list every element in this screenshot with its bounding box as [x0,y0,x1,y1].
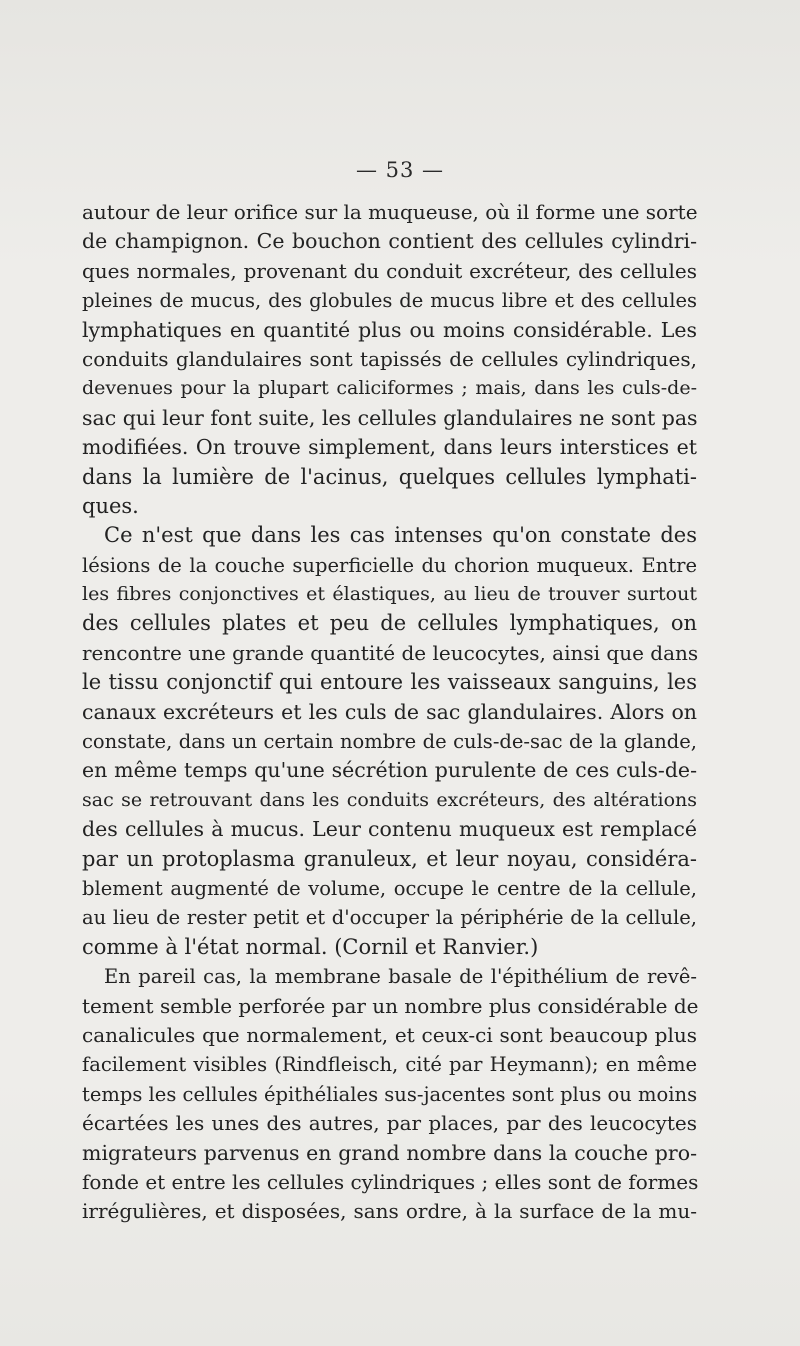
text-line: canalicules que normalement, et ceux-ci sont beaucoup plus [82,1022,697,1047]
text-line: ques normales, provenant du conduit excréteur, des cellules [82,258,697,283]
text-line: le tissu conjonctif qui entoure les vaisseaux sanguins, les [82,670,697,695]
text-line: tement semble perforée par un nombre plus considérable de [82,993,699,1018]
text-line: écartées les unes des autres, par places, par des leucocytes [82,1111,697,1136]
text-line: sac se retrouvant dans les conduits excréteurs, des altérations [82,788,697,811]
text-line: ques. [82,493,139,518]
text-line: des cellules plates et peu de cellules lymphatiques, on [82,611,697,636]
text-line: autour de leur orifice sur la muqueuse, où il forme une sorte [82,200,698,224]
text-line: lymphatiques en quantité plus ou moins considérable. Les [82,317,697,342]
text-line: au lieu de rester petit et d'occuper la périphérie de la cellule, [82,906,697,930]
text-line: rencontre une grande quantité de leucocytes, ainsi que dans [82,640,699,665]
page-number: — 53 — [355,158,445,182]
text-line: Ce n'est que dans les cas intenses qu'on constate des [104,523,697,548]
text-line: conduits glandulaires sont tapissés de cellules cylindriques, [82,346,697,371]
text-line: des cellules à mucus. Leur contenu muqueux est remplacé [82,817,697,842]
text-line: devenues pour la plupart caliciformes ; mais, dans les culs-de- [82,377,697,400]
text-line: les fibres conjonctives et élastiques, au lieu de trouver surtout [82,583,697,606]
text-line: de champignon. Ce bouchon contient des cellules cylindri- [82,229,697,254]
text-line: irrégulières, et disposées, sans ordre, à la surface de la mu- [82,1199,697,1224]
text-line: fonde et entre les cellules cylindriques ; elles sont de formes [82,1169,699,1194]
text-line: blement augmenté de volume, occupe le centre de la cellule, [82,876,697,900]
text-line: sac qui leur font suite, les cellules glandulaires ne sont pas [82,405,698,430]
text-line: dans la lumière de l'acinus, quelques cellules lymphati- [82,464,697,489]
text-line: canaux excréteurs et les culs de sac glandulaires. Alors on [82,699,697,724]
text-line: temps les cellules épithéliales sus-jacentes sont plus ou moins [82,1082,698,1106]
text-line: constate, dans un certain nombre de culs-de-sac de la glande, [82,730,697,754]
text-line: En pareil cas, la membrane basale de l'épithélium de revê- [104,965,697,989]
text-line: migrateurs parvenus en grand nombre dans la couche pro- [82,1140,697,1165]
text-line: en même temps qu'une sécrétion purulente de ces culs-de- [82,758,697,783]
text-line: modifiées. On trouve simplement, dans leurs interstices et [82,435,697,460]
text-line: par un protoplasma granuleux, et leur noyau, considéra- [82,846,697,871]
body-text [82,198,697,1227]
text-line: facilement visibles (Rindfleisch, cité par Heymann); en même [82,1053,697,1077]
text-line: lésions de la couche superficielle du chorion muqueux. Entre [82,553,697,577]
text-line: comme à l'état normal. (Cornil et Ranvier.) [82,934,539,959]
text-line: pleines de mucus, des globules de mucus libre et des cellules [82,289,697,313]
